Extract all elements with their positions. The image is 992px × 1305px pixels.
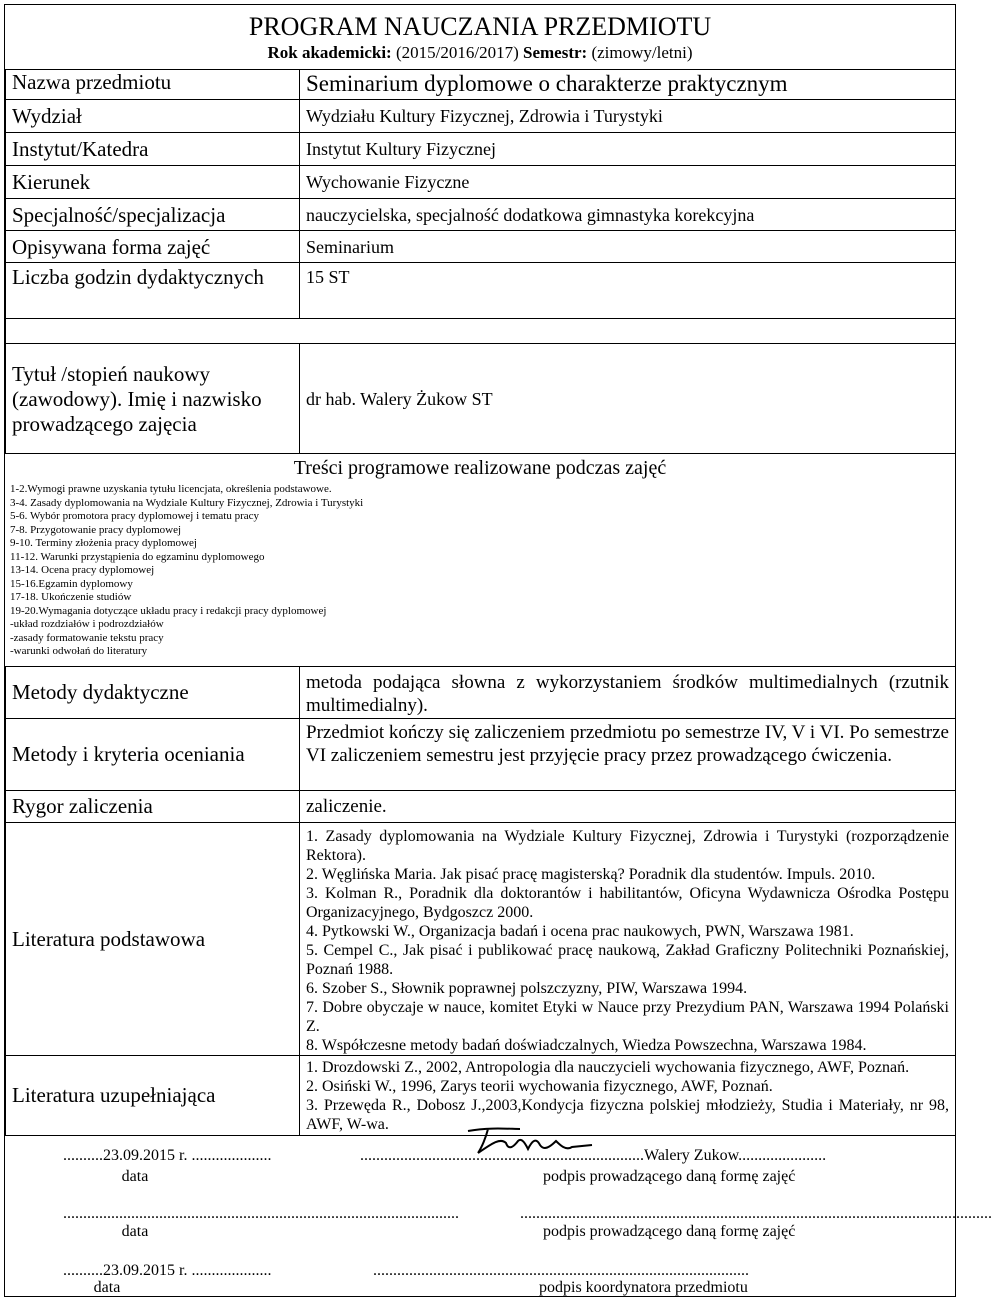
year-value: (2015/2016/2017) <box>395 43 519 62</box>
contents-heading: Treści programowe realizowane podczas zajęć <box>293 457 667 479</box>
list-item: 15-16.Egzamin dyplomowy <box>10 577 133 590</box>
list-item: 17-18. Ukończenie studiów <box>10 591 132 603</box>
list-item: 5-6. Wybór promotora pracy dyplomowej i tematu pracy <box>10 510 260 522</box>
methods-label: Metody dydaktyczne <box>6 667 300 719</box>
spacer-row <box>6 319 956 344</box>
list-item: 3. Przewęda R., Dobosz J.,2003,Kondycja fizyczna polskiej młodzieży, Studia i Materiały, nr 98, AWF, W-wa. <box>306 1097 949 1133</box>
list-item: 7-8. Przygotowanie pracy dyplomowej <box>10 523 182 536</box>
semester-value: (zimowy/letni) <box>591 43 693 62</box>
literature-basic-row <box>6 823 956 1056</box>
instructor-row <box>6 344 956 454</box>
info-row <box>6 166 956 199</box>
row-value: Seminarium <box>300 231 956 263</box>
list-item: 11-12. Warunki przystąpienia do egzaminu dyplomowego <box>10 550 265 563</box>
academic-year-line <box>5 43 955 63</box>
methods-row <box>6 667 956 719</box>
date-field-2: ................................................................................................... <box>63 1205 459 1222</box>
list-item: 1-2.Wymogi prawne uzyskania tytułu licencjata, określenia podstawowe. <box>10 483 332 495</box>
list-item: -warunki odwołań do literatury <box>10 645 148 657</box>
coordinator-label: podpis koordynatora przedmiotu <box>539 1279 748 1296</box>
list-item: 2. Osiński W., 1996, Zarys teorii wychowania fizycznego, AWF, Poznań. <box>306 1078 773 1095</box>
list-item: 5. Cempel C., Jak pisać i publikować pracę naukową, Zakład Graficzny Politechniki Poznańskiej, Poznań 1988. <box>306 942 949 978</box>
date-label-1: data <box>121 1168 149 1185</box>
signature-label-1: podpis prowadzącego daną formę zajęć <box>543 1168 796 1185</box>
list-item: 3-4. Zasady dyplomowania na Wydziale Kultury Fizycznej, Zdrowia i Turystyki <box>10 496 364 509</box>
rigor-label: Rygor zaliczenia <box>6 791 300 823</box>
row-value: Wychowanie Fizyczne <box>300 166 956 199</box>
rigor-value: zaliczenie. <box>300 791 956 823</box>
info-row <box>6 199 956 231</box>
row-value: nauczycielska, specjalność dodatkowa gimnastyka korekcyjna <box>300 199 956 231</box>
row-label: Instytut/Katedra <box>6 133 300 166</box>
row-label: Liczba godzin dydaktycznych <box>6 263 300 319</box>
signature-label-2: podpis prowadzącego daną formę zajęć <box>543 1223 796 1240</box>
row-label: Kierunek <box>6 166 300 199</box>
row-label: Specjalność/specjalizacja <box>6 199 300 231</box>
list-item: 19-20.Wymagania dotyczące układu pracy i redakcji pracy dyplomowej <box>10 604 327 617</box>
signature-field-2: ...................................................................................................................... <box>520 1205 992 1222</box>
semester-label: Semestr: <box>523 43 588 62</box>
contents-list <box>5 481 960 659</box>
info-row <box>6 133 956 166</box>
literature-basic-list <box>300 823 956 1056</box>
row-label: Nazwa przedmiotu <box>6 70 300 100</box>
list-item: 1. Zasady dyplomowania na Wydziale Kultury Fizycznej, Zdrowia i Turystyki (rozporządzenie Rektora). <box>306 828 949 864</box>
list-item: -układ rozdziałów i podrozdziałów <box>10 618 164 630</box>
course-info-table <box>5 69 956 454</box>
info-row <box>6 70 956 100</box>
date-label-3: data <box>93 1279 121 1296</box>
list-item: 4. Pytkowski W., Organizacja badań i ocena prac naukowych, PWN, Warszawa 1981. <box>306 923 854 940</box>
list-item: 9-10. Terminy złożenia pracy dyplomowej <box>10 537 197 549</box>
year-label: Rok akademicki: <box>267 43 392 62</box>
date-field-3: ..........23.09.2015 r. .................... <box>63 1262 272 1279</box>
assessment-row <box>6 719 956 791</box>
methods-table <box>5 666 956 1136</box>
info-row <box>6 263 956 319</box>
row-value: Seminarium dyplomowe o charakterze praktycznym <box>300 70 956 100</box>
instructor-label: Tytuł /stopień naukowy (zawodowy). Imię i nazwisko prowadzącego zajęcia <box>6 344 300 454</box>
date-label-2: data <box>121 1223 149 1240</box>
list-item: 13-14. Ocena pracy dyplomowej <box>10 564 155 576</box>
literature-basic-label: Literatura podstawowa <box>6 823 300 1056</box>
row-label: Opisywana forma zajęć <box>6 231 300 263</box>
assessment-value: Przedmiot kończy się zaliczeniem przedmiotu po semestrze IV, V i VI. Po semestrze VI zaliczeniem semestru jest przyjęcie pracy przez prowadzącego ćwiczenia. <box>300 719 956 791</box>
literature-extra-label: Literatura uzupełniająca <box>6 1056 300 1136</box>
list-item: 6. Szober S., Słownik poprawnej polszczyzny, PIW, Warszawa 1994. <box>306 980 748 997</box>
methods-value: metoda podająca słowna z wykorzystaniem środków multimedialnych (rzutnik multimedialny). <box>300 667 956 719</box>
info-row <box>6 231 956 263</box>
handwritten-signature <box>460 1123 600 1157</box>
coordinator-signature-field: .............................................................................................. <box>373 1262 749 1279</box>
syllabus-page <box>4 4 992 1297</box>
date-field-1: ..........23.09.2015 r. .................... <box>63 1147 272 1164</box>
list-item: -zasady formatowanie tekstu pracy <box>10 631 164 644</box>
page-title: PROGRAM NAUCZANIA PRZEDMIOTU <box>248 12 712 41</box>
row-label: Wydział <box>6 100 300 133</box>
row-value: 15 ST <box>300 263 956 319</box>
list-item: 3. Kolman R., Poradnik dla doktorantów i habilitantów, Oficyna Wydawnicza Ośrodka Postępu Organizacyjnego, Bydgoszcz 2000. <box>306 885 949 921</box>
list-item: 8. Współczesne metody badań doświadczalnych, Wiedza Powszechna, Warszawa 1984. <box>306 1037 867 1054</box>
row-value: Wydziału Kultury Fizycznej, Zdrowia i Turystyki <box>300 100 956 133</box>
list-item: 7. Dobre obyczaje w nauce, komitet Etyki w Nauce przy Prezydium PAN, Warszawa 1994 Polański Z. <box>306 999 949 1035</box>
row-value: Instytut Kultury Fizycznej <box>300 133 956 166</box>
list-item: 1. Drozdowski Z., 2002, Antropologia dla nauczycieli wychowania fizycznego, AWF, Poznań. <box>306 1059 910 1076</box>
list-item: 2. Węglińska Maria. Jak pisać pracę magisterską? Poradnik dla studentów. Impuls. 2010. <box>306 866 876 883</box>
info-row <box>6 100 956 133</box>
signature-field-1: .......................................................................Walery Zukow...................... <box>360 1147 827 1164</box>
rigor-row <box>6 791 956 823</box>
literature-extra-list <box>300 1056 956 1136</box>
instructor-value: dr hab. Walery Żukow ST <box>300 344 956 454</box>
assessment-label: Metody i kryteria oceniania <box>6 719 300 791</box>
